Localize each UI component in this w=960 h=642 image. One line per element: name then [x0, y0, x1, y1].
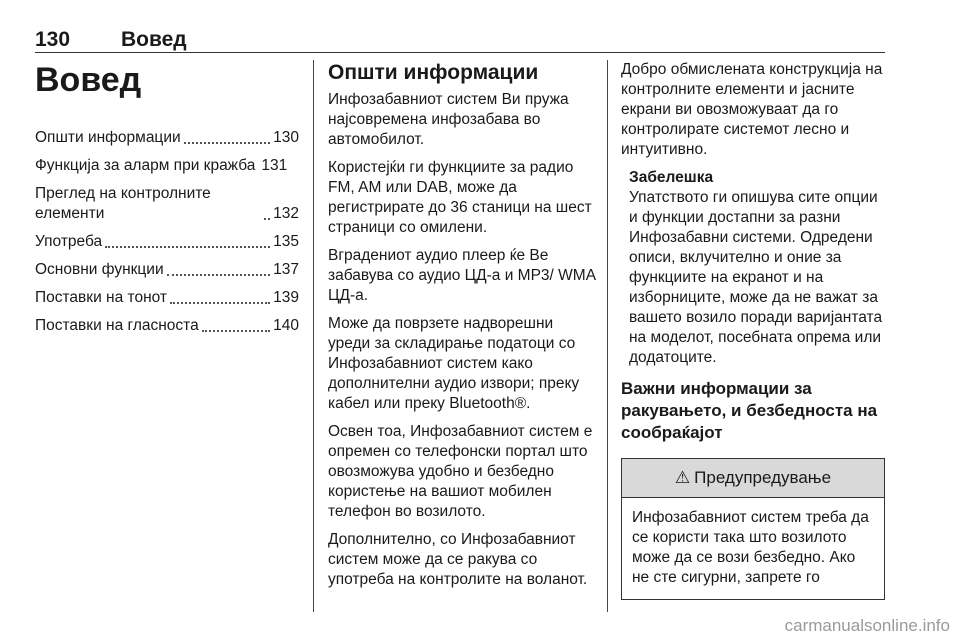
toc-item[interactable] [35, 184, 299, 224]
toc-label: Општи информации [35, 129, 181, 146]
chapter-title: Вовед [35, 61, 142, 99]
note-block [629, 168, 885, 368]
toc-leader [105, 246, 270, 248]
warning-header [622, 459, 884, 498]
note-title: Забелешка [629, 169, 714, 186]
section-title: Општи информации [328, 61, 539, 84]
toc-page: 139 [273, 289, 299, 306]
toc-page: 137 [273, 261, 299, 278]
paragraph: Дополнително, со Инфозабавниот систем може да се ракува со употреба на контролите на воланот. [328, 531, 588, 588]
paragraph: Инфозабавниот систем Ви пружа најсовремена инфозабава во автомобилот. [328, 91, 569, 148]
paragraph: Користејќи ги функциите за радио FM, AM или DAB, може да регистрирате до 36 станици на шест страници со омилени. [328, 159, 592, 236]
toc-page: 131 [261, 157, 288, 174]
toc-item[interactable] [35, 232, 299, 252]
warning-box [621, 458, 885, 600]
toc-label: Основни функции [35, 261, 164, 278]
header-rule [35, 52, 885, 53]
toc-label: Употреба [35, 233, 103, 250]
warning-triangle-icon: ⚠ [674, 468, 691, 487]
toc-leader [264, 218, 270, 220]
body-column-right [621, 60, 885, 600]
paragraph: Може да поврзете надворешни уреди за складирање податоци со Инфозабавниот систем како дополнителни аудио извори; преку кабел или преку Bluetooth®. [328, 315, 580, 412]
toc-label: Функција за аларм при кражба [35, 157, 256, 174]
toc-page: 130 [273, 129, 299, 146]
toc-label: Преглед на контролните елементи [35, 185, 211, 222]
toc-leader [170, 302, 270, 304]
toc-column [35, 60, 299, 344]
toc-label: Поставки на гласноста [35, 317, 199, 334]
toc-item[interactable] [35, 288, 299, 308]
body-column-middle [328, 60, 596, 598]
toc-page: 135 [273, 233, 299, 250]
page-number: 130 [35, 28, 71, 51]
paragraph: Добро обмислената конструкција на контролните елементи и јасните екрани ви овозможуваат да го контролирате системот лесно и интуитивно. [621, 61, 883, 158]
toc-leader [167, 274, 271, 276]
warning-text: Инфозабавниот систем треба да се користи така што возилото може да се вози безбедно. Ако не сте сигурни, запрете го [632, 509, 869, 586]
table-of-contents [35, 128, 299, 336]
toc-page: 132 [273, 205, 299, 222]
toc-leader [202, 330, 270, 332]
column-divider [313, 60, 314, 612]
toc-item[interactable] [35, 316, 299, 336]
column-divider [607, 60, 608, 612]
warning-title: Предупредување [694, 468, 832, 487]
paragraph: Освен тоа, Инфозабавниот систем е опремен со телефонски портал што овозможува удобно и безбедно користење на вашиот мобилен телефон во возилото. [328, 423, 593, 520]
toc-item[interactable] [35, 156, 299, 176]
toc-label: Поставки на тонот [35, 289, 168, 306]
toc-leader [184, 142, 270, 144]
page-header [35, 28, 885, 54]
toc-page: 140 [273, 317, 299, 334]
toc-item[interactable] [35, 128, 299, 148]
watermark: carmanualsonline.info [784, 616, 950, 635]
subsection-title: Важни информации за ракувањето, и безбедноста на сообраќајот [621, 379, 878, 442]
note-text: Упатството ги опишува сите опции и функции достапни за разни Инфозабавни системи. Одредени описи, вклучително и оние за функциите на екранот и на изборниците, може да не важат за вашето возило поради варијантата на моделот, посебната опрема или додатоците. [629, 189, 883, 366]
header-title: Вовед [121, 28, 187, 51]
paragraph: Вградениот аудио плеер ќе Ве забавува со аудио ЦД-а и MP3/ WMA ЦД-а. [328, 247, 596, 304]
toc-item[interactable] [35, 260, 299, 280]
